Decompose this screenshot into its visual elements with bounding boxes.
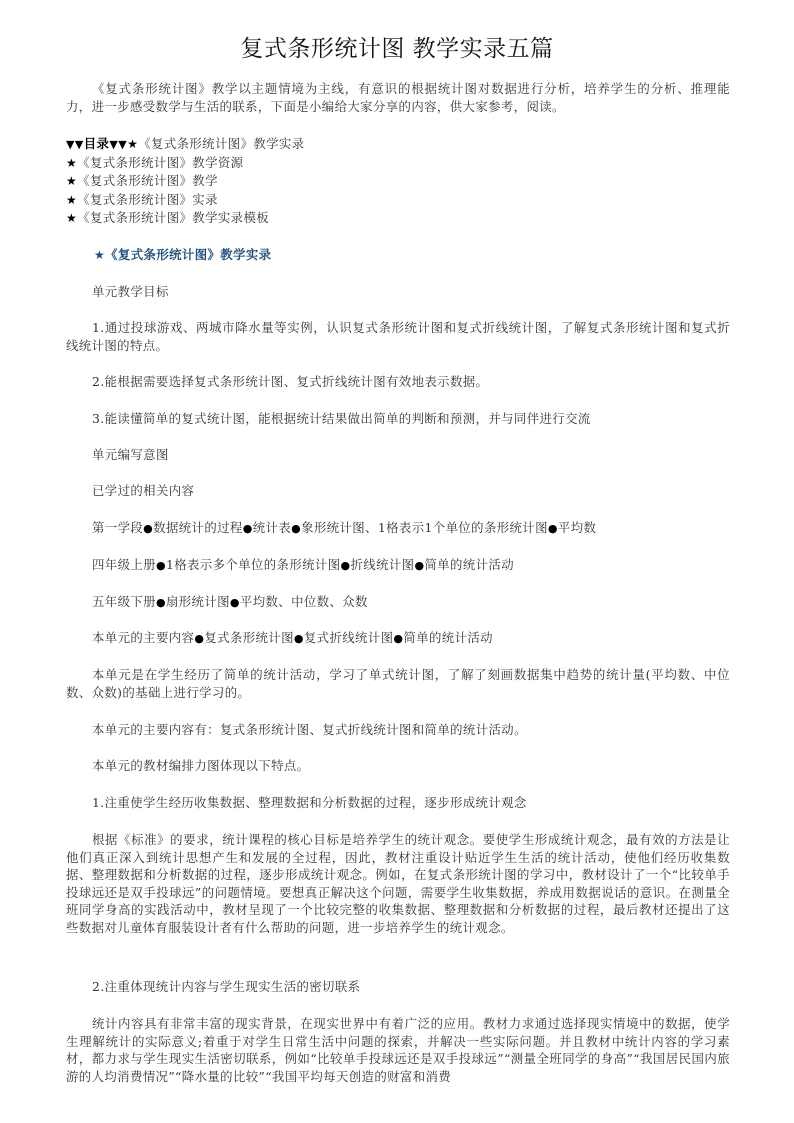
stage-1-item: 象形统计图、1格表示1个单位的条形统计图	[301, 520, 548, 535]
unit-main-item: 复式折线统计图	[303, 630, 394, 645]
grade-5-item: 平均数、中位数、众数	[239, 594, 368, 609]
bullet-icon: ●	[414, 559, 425, 572]
unit-main-item: 简单的统计活动	[403, 630, 493, 645]
toc-link-record-template[interactable]: 《复式条形统计图》教学实录模板	[77, 210, 270, 226]
toc-row-2	[66, 154, 466, 173]
goal-3-paragraph: 3.能读懂简单的复式统计图，能根据统计结果做出简单的判断和预测，并与同伴进行交流	[92, 411, 591, 426]
bullet-icon: ●	[143, 522, 154, 535]
toc-row-5	[66, 209, 466, 228]
unit-main-item: 复式条形统计图	[204, 630, 294, 645]
grade-4-item: 折线统计图	[350, 557, 415, 572]
toc-link-teaching-resources[interactable]: 《复式条形统计图》教学资源	[77, 154, 244, 170]
stage-1-item: 统计表	[252, 520, 292, 535]
toc-heading: 目录	[83, 136, 110, 151]
bullet-icon: ●	[155, 596, 166, 609]
bullet-icon: ●	[393, 632, 404, 645]
document-title: 复式条形统计图 教学实录五篇	[240, 36, 554, 62]
section-heading-text: 《复式条形统计图》教学实录	[105, 247, 272, 262]
grade-5-line	[92, 593, 732, 612]
unit-basis-paragraph: 本单元是在学生经历了简单的统计活动，学习了单式统计图，了解了刻画数据集中趋势的统计量(平均数、中位数、众数)的基础上进行学习的。	[66, 667, 730, 700]
stage-1-item: 数据统计的过程	[153, 520, 243, 535]
star-icon: ★	[127, 137, 139, 151]
toc-row-3	[66, 172, 466, 191]
unit-features-paragraph: 本单元的教材编排力图体现以下特点。	[92, 758, 310, 773]
grade-5-label: 五年级下册	[92, 594, 156, 609]
triangle-down-icon: ▼▼	[66, 138, 84, 151]
toc-row-4	[66, 191, 466, 210]
grade-4-label: 四年级上册	[92, 557, 156, 572]
feature-1-heading: 1.注重使学生经历收集数据、整理数据和分析数据的过程，逐步形成统计观念	[92, 795, 527, 810]
bullet-icon: ●	[340, 559, 351, 572]
triangle-down-icon: ▼▼	[109, 138, 128, 151]
feature-1-body: 根据《标准》的要求，统计课程的核心目标是培养学生的统计观念。要使学生形成统计观念，最有效的方法是让他们真正深入到统计思想产生和发展的全过程，因此，教材注重设计贴近学生生活的统计活动，使他们经历收集数据、整理数据和分析数据的过程，逐步形成统计观念。例如，在复式条形统计图的学习中，教材设计了一个“比较单手投球远还是双手投球远”的问题情境。要想真正解决这个问题，需要学生收集数据，养成用数据说话的意识。在测量全班同学身高的实践活动中，教材呈现了一个比较完整的收集数据、整理数据和分析数据的过程，最后教材还提出了这些数据对儿童体育服装设计者有什么帮助的问题，进一步培养学生的统计观念。	[66, 832, 730, 935]
unit-main-label: 本单元的主要内容	[92, 630, 195, 645]
toc-link-teaching-record[interactable]: 《复式条形统计图》教学实录	[138, 136, 305, 151]
feature-2-heading: 2.注重体现统计内容与学生现实生活的密切联系	[92, 979, 361, 994]
star-icon: ★	[66, 211, 78, 226]
toc-row-1	[66, 135, 466, 154]
section-heading	[94, 245, 271, 263]
grade-5-item: 扇形统计图	[165, 594, 230, 609]
star-icon: ★	[94, 248, 106, 262]
bullet-icon: ●	[293, 632, 304, 645]
star-icon: ★	[66, 192, 78, 207]
grade-4-line	[92, 556, 732, 575]
goal-1-paragraph: 1.通过投球游戏、两城市降水量等实例，认识复式条形统计图和复式折线统计图，了解复式条形统计图和复式折线统计图的特点。	[66, 320, 730, 353]
toc-link-record[interactable]: 《复式条形统计图》实录	[77, 191, 218, 207]
bullet-icon: ●	[547, 522, 558, 535]
grade-4-item: 1格表示多个单位的条形统计图	[165, 557, 341, 572]
bullet-icon: ●	[242, 522, 253, 535]
stage-1-item: 平均数	[557, 520, 597, 535]
unit-goals-label: 单元教学目标	[92, 284, 169, 299]
bullet-icon: ●	[291, 522, 302, 535]
intro-paragraph: 《复式条形统计图》教学以主题情境为主线，有意识的根据统计图对数据进行分析，培养学生的分析、推理能力，进一步感受数学与生活的联系，下面是小编给大家分享的内容，供大家参考，阅读。	[66, 81, 730, 114]
table-of-contents	[66, 135, 466, 228]
unit-main-line	[92, 629, 732, 648]
unit-content-paragraph: 本单元的主要内容有：复式条形统计图、复式折线统计图和简单的统计活动。	[92, 722, 527, 737]
stage-1-label: 第一学段	[92, 520, 144, 535]
bullet-icon: ●	[229, 596, 240, 609]
bullet-icon: ●	[155, 559, 166, 572]
star-icon: ★	[66, 155, 78, 170]
toc-link-teaching[interactable]: 《复式条形统计图》教学	[77, 173, 218, 189]
unit-design-label: 单元编写意图	[92, 447, 169, 462]
learned-content-label: 已学过的相关内容	[92, 483, 195, 498]
grade-4-item: 简单的统计活动	[424, 557, 515, 572]
goal-2-paragraph: 2.能根据需要选择复式条形统计图、复式折线统计图有效地表示数据。	[92, 374, 489, 389]
stage-1-line	[92, 519, 732, 538]
star-icon: ★	[66, 174, 78, 189]
feature-2-body: 统计内容具有非常丰富的现实背景，在现实世界中有着广泛的应用。教材力求通过选择现实情境中的数据，使学生理解统计的实际意义;着重于对学生日常生活中问题的探索，并解决一些实际问题。并且教材中统计内容的学习素材，都力求与学生现实生活密切联系，例如“比较单手投球远还是双手投球远”“测量全班同学的身高”“我国居民国内旅游的人均消费情况”“降水量的比较”“我国平均每天创造的财富和消费	[66, 1016, 730, 1084]
bullet-icon: ●	[194, 632, 205, 645]
